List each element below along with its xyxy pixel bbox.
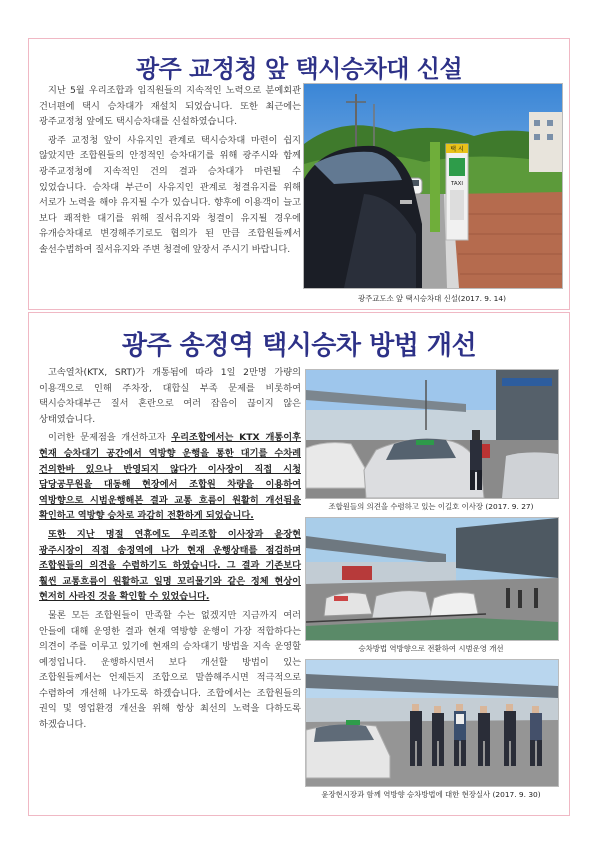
- photo-taxi-stand-drawing: [304, 84, 562, 288]
- section1-paragraph-1: 지난 5월 우리조합과 임직원들의 지속적인 노력으로 분예회관 건너편에 택시 승차대가 재설치 되었습니다. 또한 최근에는 광주교정청 앞에도 택시승차대를 신설하였습니다.: [39, 85, 301, 128]
- photo-site-inspection: [305, 659, 559, 787]
- photo-site-inspection-drawing: [306, 660, 558, 786]
- photo-reverse-direction-drawing: [306, 518, 558, 640]
- section1-paragraph-2: 광주 교정청 앞이 사유지인 관계로 택시승차대 마련이 쉽지 않았지만 조합원들의 안정적인 승차대기를 위해 광주시와 함께 광주교정청에 지속적인 건의 결과 승차대가 마련될 수 있었습니다. 승차대 부근이 사유지인 관계로 청결유지를 위해 서로가 노력을 해야 유지될 수가 있습니다. 향후에 이용객이 늘고 보다 쾌적한 대기를 위해 질서유지와 청결이 유지될 경우에 유개승차대로 변경해주기로도 협의가 된 만큼 조합원들께서 솔선수범하여 질서유지와 주변 청결에 앞장서 주시기 바랍니다.: [39, 134, 301, 255]
- section2-paragraph-3-underlined: 또한 지난 명절 연휴에도 우리조합 이사장과 윤장현 광주시장이 직접 송정역에 나가 현재 운행상태를 점검하며 조합원들의 의견을 수렴하기도 하였습니다. 그 결과 기존보다 훨씬 교통흐름이 원활하고 일명 꼬리물기와 같은 정체 현상이 현저히 사라진 것을 확인할 수 있었습니다.: [39, 528, 301, 603]
- section1-caption: 광주교도소 앞 택시승차대 신설(2017. 9. 14): [358, 294, 506, 303]
- photo3-caption: 윤장현시장과 함께 역방향 승차방법에 대한 현장실사 (2017. 9. 30): [321, 790, 541, 799]
- section2-paragraph-3: [39, 527, 301, 605]
- photo-reverse-direction-trial: [305, 517, 559, 641]
- section2-title: 광주 송정역 택시승차 방법 개선: [121, 331, 477, 361]
- section2-paragraph-4: 물론 모든 조합원들이 만족할 수는 없겠지만 지금까지 여러 안들에 대해 운영한 결과 현재 역방향 운행이 가장 적합하다는 의견이 주를 이루고 있기에 현재의 승차대기 방법을 지속 운영할 예정입니다. 운행하시면서 보다 개선할 방법이 있는 조합원들께서는 언제든지 조합으로 말씀해주시면 적극적으로 수렴하여 개선해 나가도록 하겠습니다. 조합에서는 조합원들의 권익 및 영업환경 개선을 위해 항상 최선의 노력을 다하도록 하겠습니다.: [39, 609, 301, 731]
- photo-chairman-listening: [305, 369, 559, 499]
- section-taxi-stand-correction-office: [28, 38, 570, 310]
- section1-body: [39, 83, 301, 261]
- photo1-caption: 조합원들의 의견을 수렴하고 있는 이길호 이사장 (2017. 9. 27): [328, 502, 534, 511]
- photo-chairman-listening-drawing: [306, 370, 558, 498]
- section2-paragraph-2-plain: 이러한 문제점을 개선하고자: [48, 432, 172, 444]
- section2-paragraph-1: 고속열차(KTX, SRT)가 개통됨에 따라 1일 2만명 가량의 이용객으로 인해 주차장, 대합실 부족 문제를 비롯하여 택시승차대부근 질서 혼란으로 여러 잡음이 끊이지 않은 상태였습니다.: [39, 367, 301, 425]
- section1-title: 광주 교정청 앞 택시승차대 신설: [135, 55, 463, 83]
- taxi-sign-korean: 택 시: [450, 146, 464, 153]
- section2-body: [39, 365, 301, 736]
- photo2-caption: 승차방법 역방향으로 전환하여 시범운영 개선: [358, 644, 504, 653]
- section2-paragraph-2: [39, 430, 301, 524]
- section-songjeong-station-improvement: [28, 312, 570, 816]
- taxi-sign-english: TAXI: [450, 181, 464, 187]
- photo-taxi-stand: [303, 83, 563, 289]
- section2-paragraph-2-underlined: 우리조합에서는 KTX 개통이후 현재 승차대기 공간에서 역방향 운행을 통한 대기를 수차례 건의한바 있으나 반영되지 않다가 이사장이 직접 시청 담당공무원을 대동해 현장에서 조합원 차량을 이용하여 역방향으로 시범운행해본 결과 교통 흐름이 원활히 개선됨을 확인하고 역방향 승차로 과감히 전환하게 되었습니다.: [39, 432, 301, 522]
